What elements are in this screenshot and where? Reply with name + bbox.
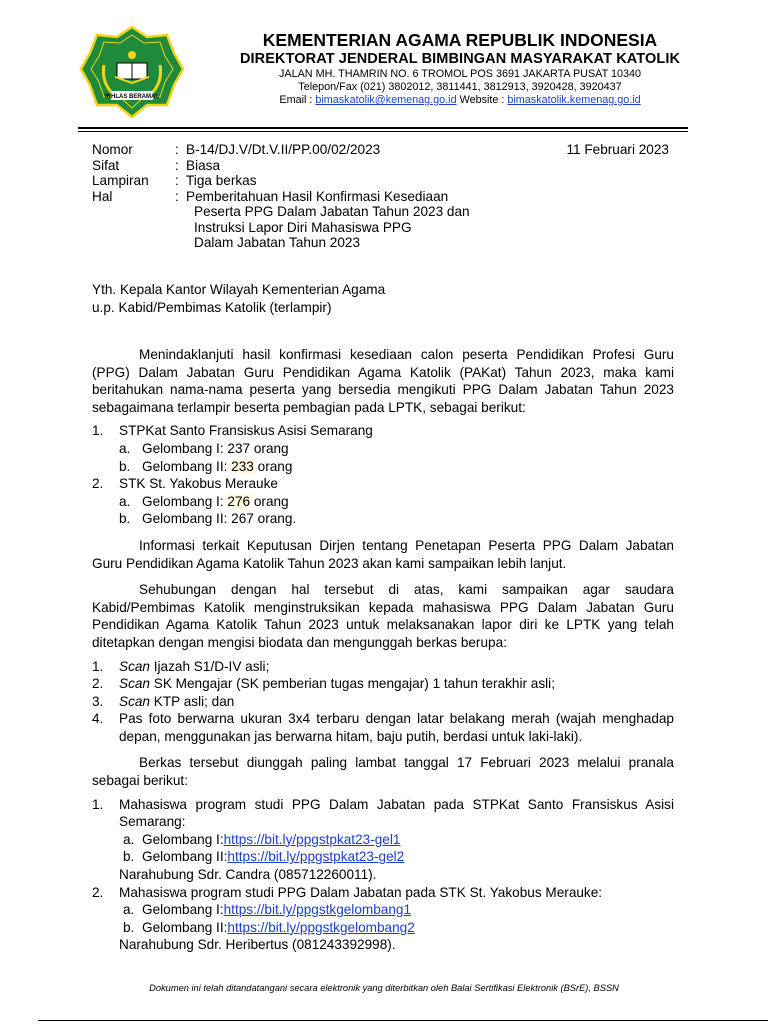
upload-link[interactable]: https://bit.ly/ppgstpkat23-gel1 [223, 831, 401, 847]
addressee-line: Yth. Kepala Kantor Wilayah Kementerian Agama [92, 282, 386, 297]
sub-item [92, 493, 674, 511]
wave-unit: orang. [253, 511, 297, 527]
meta-label: Sifat [92, 157, 120, 173]
wave-text [142, 440, 289, 458]
wave-text [142, 458, 292, 476]
list-number: 2. [92, 884, 104, 900]
sub-letter: b. [119, 511, 131, 527]
document-desc: Ijazah S1/D-IV asli; [149, 658, 270, 674]
document-desc: SK Mengajar (SK pemberian tugas mengajar) 1 tahun terakhir asli; [149, 676, 555, 692]
wave-label: Gelombang I: [142, 493, 228, 509]
document-text [119, 693, 674, 711]
addressee-line: u.p. Kabid/Pembimas Katolik (terlampir) [92, 300, 332, 315]
e-signature-footer: Dokumen ini telah ditandatangani secara elektronik yang diterbitkan oleh Balai Sertifikasi Elektronik (BSrE), BSSN [149, 983, 619, 993]
wave-label: Gelombang II: [142, 458, 232, 474]
scan-word: Scan [119, 693, 150, 709]
sub-item [92, 458, 674, 476]
scan-word: Scan [119, 676, 150, 692]
wave-count: 267 [231, 511, 254, 527]
addressee [92, 281, 385, 317]
letter-meta [92, 142, 682, 251]
header-divider-thin [78, 131, 688, 132]
documents-list [92, 658, 674, 746]
paragraph-intro: Menindaklanjuti hasil konfirmasi kesediaan calon peserta Pendidikan Profesi Guru (PPG) Dalam Jabatan Guru Pendidikan Agama Katolik (PAKat) Tahun 2023, maka kami beritahukan nama-nama peserta yang bersedia mengikuti PPG Dalam Jabatan Tahun 2023 sebagaimana terlampir beserta pembagian pada LPTK, sebagai berikut: [92, 347, 674, 415]
sub-item [92, 510, 674, 528]
list-item [92, 796, 674, 831]
lptk-name: STPKat Santo Fransiskus Asisi Semarang [119, 423, 373, 439]
sub-letter: b. [123, 849, 135, 865]
directorate-name: DIREKTORAT JENDERAL BIMBINGAN MASYARAKAT KATOLIK [239, 51, 681, 67]
scan-word: Scan [119, 658, 150, 674]
upload-link[interactable]: https://bit.ly/ppgstpkat23-gel2 [227, 849, 405, 865]
meta-colon: : [175, 173, 179, 188]
link-label: Gelombang I: [142, 831, 224, 847]
paragraph-instruction: Sehubungan dengan hal tersebut di atas, kami sampaikan agar saudara Kabid/Pembimas Katolik menginstruksikan kepada mahasiswa PPG Dalam Jabatan Guru Pendidikan Agama Katolik Tahun 2023 untuk melaksanakan lapor diri ke LPTK yang telah ditetapkan dengan mengisi biodata dan mengunggah berkas berupa: [92, 582, 674, 650]
list-number: 1. [92, 423, 104, 439]
email-label: Email : [279, 94, 316, 106]
meta-row-sifat [92, 158, 682, 174]
link-label: Gelombang II: [142, 849, 228, 865]
program-text: Mahasiswa program studi PPG Dalam Jabatan pada STK St. Yakobus Merauke: [119, 884, 603, 900]
paragraph-info: Informasi terkait Keputusan Dirjen tentang Penetapan Peserta PPG Dalam Jabatan Guru Pendidikan Agama Katolik Tahun 2023 akan kami sampaikan lebih lanjut. [92, 537, 674, 571]
list-number: 3. [92, 693, 104, 709]
sub-letter: b. [119, 458, 131, 474]
website-link[interactable]: bimaskatolik.kemenag.go.id [507, 94, 641, 106]
sub-letter: a. [119, 440, 131, 456]
meta-colon: : [175, 142, 179, 157]
meta-colon: : [175, 157, 179, 173]
list-number: 1. [92, 796, 104, 812]
meta-row-lampiran [92, 173, 682, 189]
document-desc: Pas foto berwarna ukuran 3x4 terbaru dengan latar belakang merah (wajah menghadap depan, menggunakan jas berwarna hitam, baju putih, berdasi untuk laki-laki). [119, 711, 674, 744]
letter-number: B-14/DJ.V/Dt.V.II/PP.00/02/2023 [186, 142, 381, 157]
wave-label: Gelombang II: [142, 511, 232, 527]
subject-line: Peserta PPG Dalam Jabatan Tahun 2023 dan [194, 204, 470, 219]
sub-letter: b. [123, 919, 135, 935]
letter-nature: Biasa [186, 157, 221, 173]
list-item [92, 710, 674, 745]
sub-item [92, 440, 674, 458]
wave-unit: orang [250, 493, 289, 509]
meta-colon: : [175, 188, 179, 204]
letter-date: 11 Februari 2023 [566, 142, 669, 157]
email-link[interactable]: bimaskatolik@kemenag.go.id [315, 94, 457, 106]
sub-item [92, 831, 674, 849]
letter-subject [186, 189, 682, 251]
list-number: 2. [92, 676, 104, 692]
wave-unit: orang [253, 458, 293, 474]
wave-count: 237 [227, 440, 251, 456]
list-item [92, 422, 674, 440]
wave-count: 276 [227, 493, 251, 509]
list-item [92, 658, 674, 676]
website-label: Website : [456, 94, 508, 106]
footer-divider [38, 1020, 768, 1021]
list-item [92, 475, 674, 493]
link-label: Gelombang II: [142, 919, 228, 935]
wave-text [142, 510, 296, 528]
meta-label: Nomor [92, 142, 133, 157]
document-text [119, 658, 674, 676]
logo-text: IKHLAS BERAMAL [105, 94, 159, 100]
sub-item [92, 901, 674, 919]
ministry-name: KEMENTERIAN AGAMA REPUBLIK INDONESIA [262, 30, 658, 50]
header-divider [78, 127, 688, 129]
list-number: 1. [92, 658, 104, 674]
office-address: JALAN MH. THAMRIN NO. 6 TROMOL POS 3691 JAKARTA PUSAT 10340 [278, 68, 642, 80]
wave-text [142, 493, 289, 511]
upload-link[interactable]: https://bit.ly/ppgstkgelombang2 [227, 919, 415, 935]
list-item [92, 884, 674, 902]
letter-attachments: Tiga berkas [186, 173, 257, 188]
meta-label: Hal [92, 188, 113, 204]
ministry-logo [79, 25, 185, 119]
upload-link[interactable]: https://bit.ly/ppgstkgelombang1 [223, 902, 412, 918]
letter-body [92, 346, 674, 954]
programs-list [92, 796, 674, 954]
sub-item [92, 919, 674, 937]
sub-item [92, 848, 674, 866]
sub-letter: a. [119, 493, 131, 509]
link-label: Gelombang I: [142, 902, 224, 918]
list-number: 4. [92, 711, 104, 727]
contact-line [190, 94, 730, 107]
program-text: Mahasiswa program studi PPG Dalam Jabatan pada STPKat Santo Fransiskus Asisi Semarang: [119, 796, 674, 830]
list-item [92, 675, 674, 693]
document-desc: KTP asli; dan [149, 693, 235, 709]
list-number: 2. [92, 476, 104, 492]
subject-line: Instruksi Lapor Diri Mahasiswa PPG [194, 219, 412, 235]
sub-letter: a. [123, 902, 135, 918]
letterhead [190, 30, 730, 107]
subject-line: Pemberitahuan Hasil Konfirmasi Kesediaan [186, 188, 449, 204]
meta-label: Lampiran [92, 173, 149, 188]
wave-label: Gelombang I: [142, 440, 228, 456]
lptk-list [92, 422, 674, 528]
lptk-name: STK St. Yakobus Merauke [119, 476, 278, 492]
contact-person: Narahubung Sdr. Heribertus (081243392998). [119, 937, 396, 953]
sub-letter: a. [123, 831, 135, 847]
wave-count: 233 [231, 458, 254, 474]
office-phone: Telepon/Fax (021) 3802012, 3811441, 3812913, 3920428, 3920437 [298, 81, 622, 93]
wave-unit: orang [250, 440, 289, 456]
meta-row-hal [92, 189, 682, 251]
contact-person: Narahubung Sdr. Candra (085712260011). [119, 867, 377, 883]
paragraph-deadline: Berkas tersebut diunggah paling lambat tanggal 17 Februari 2023 melalui pranala sebagai berikut: [92, 755, 674, 789]
subject-line: Dalam Jabatan Tahun 2023 [194, 235, 361, 250]
list-item [92, 693, 674, 711]
document-text [119, 675, 674, 693]
